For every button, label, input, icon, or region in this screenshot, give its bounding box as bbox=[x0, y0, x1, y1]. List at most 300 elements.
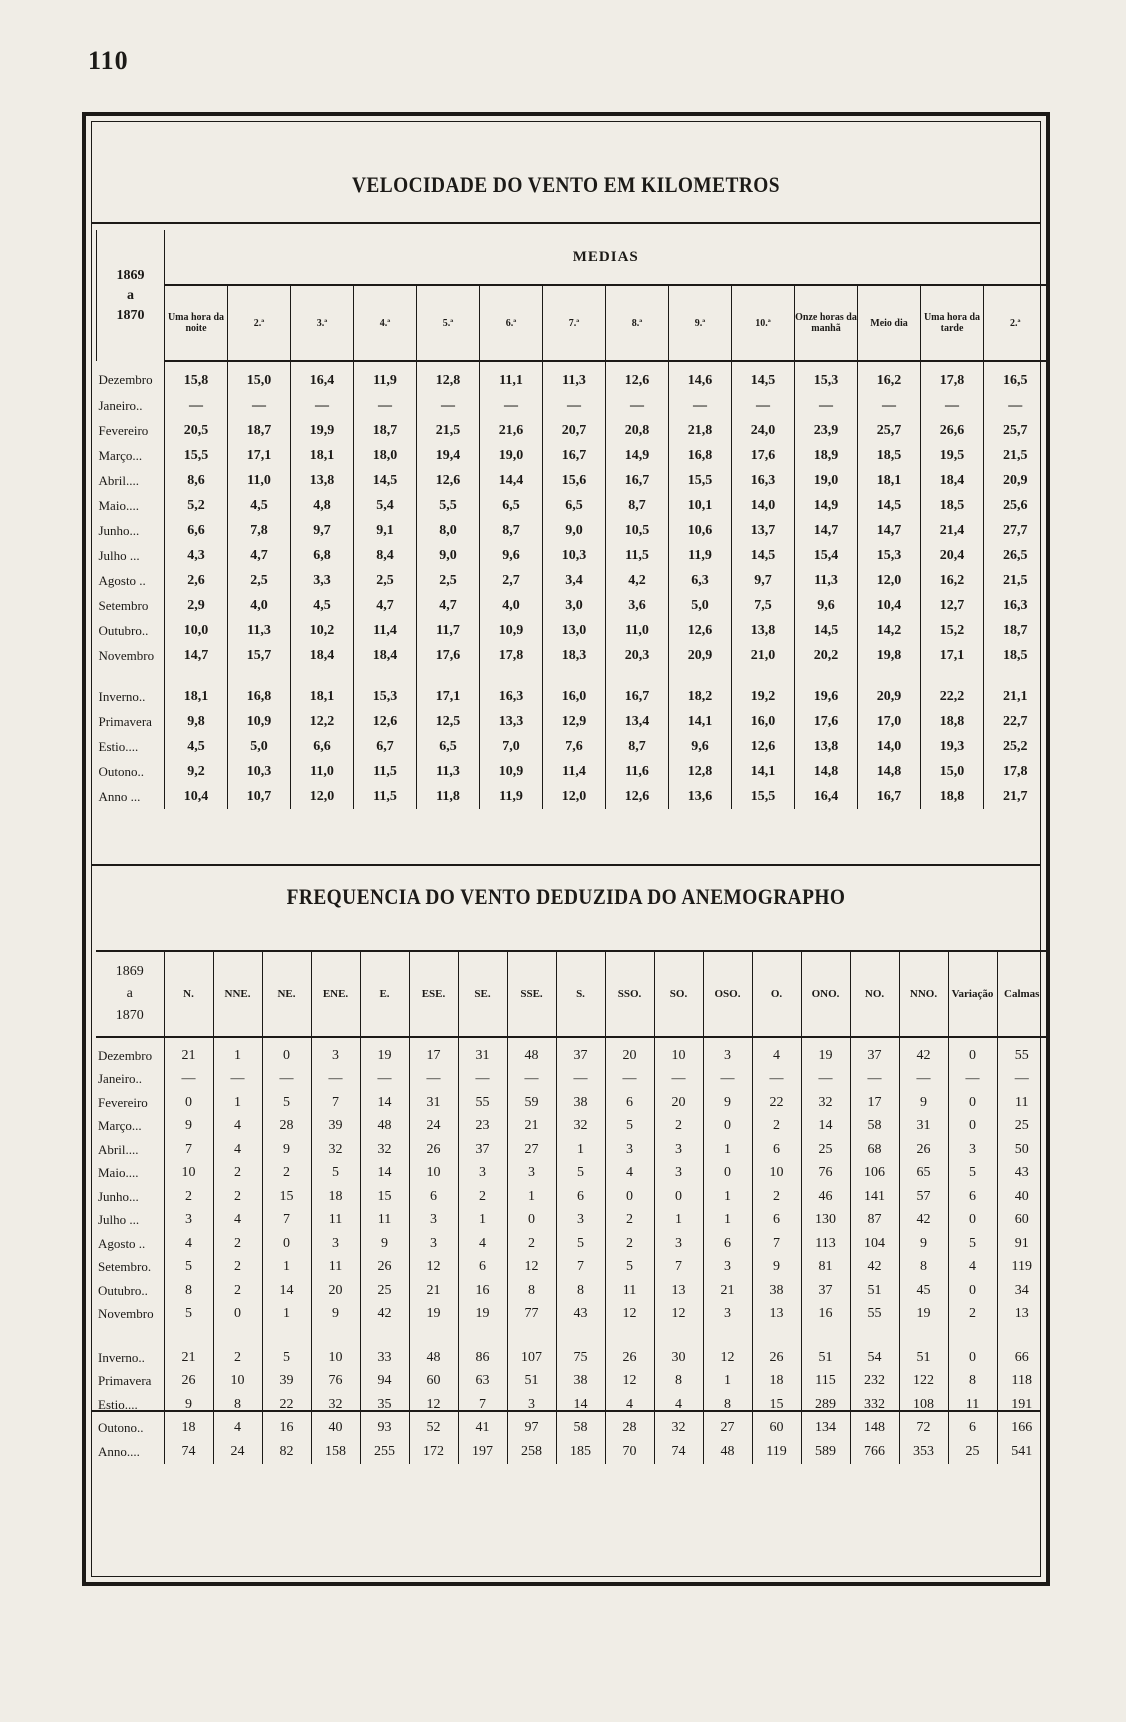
month-row bbox=[96, 1185, 1046, 1209]
value-cell: 12,6 bbox=[732, 734, 795, 759]
season-row bbox=[96, 1440, 1046, 1464]
value-cell: 14,1 bbox=[669, 709, 732, 734]
value-cell: 9,0 bbox=[543, 518, 606, 543]
value-cell: 12,5 bbox=[417, 709, 480, 734]
value-cell: 28 bbox=[262, 1115, 311, 1139]
value-cell: 20,3 bbox=[606, 643, 669, 668]
value-cell: 81 bbox=[801, 1256, 850, 1280]
gap-cell bbox=[360, 1326, 409, 1340]
value-cell: 27,7 bbox=[984, 518, 1047, 543]
column-header: 5.ª bbox=[417, 285, 480, 361]
value-cell: 15,6 bbox=[543, 468, 606, 493]
row-label: Janeiro.. bbox=[98, 397, 143, 413]
value-cell: 52 bbox=[409, 1417, 458, 1441]
value-cell: 8,6 bbox=[165, 468, 228, 493]
value-cell: 16,3 bbox=[984, 593, 1047, 618]
column-header: NE. bbox=[262, 951, 311, 1037]
value-cell: 17,1 bbox=[417, 678, 480, 709]
value-cell: 22 bbox=[752, 1091, 801, 1115]
value-cell: 15,7 bbox=[228, 643, 291, 668]
value-cell: 16,7 bbox=[543, 443, 606, 468]
column-header: ESE. bbox=[409, 951, 458, 1037]
column-header: SSO. bbox=[605, 951, 654, 1037]
row-label: Outubro.. bbox=[98, 1282, 148, 1298]
row-label: Novembro bbox=[98, 647, 155, 663]
value-cell: 16,3 bbox=[732, 468, 795, 493]
season-row bbox=[97, 784, 1047, 809]
value-cell: 4 bbox=[213, 1138, 262, 1162]
value-cell: 48 bbox=[409, 1340, 458, 1370]
value-cell: 10,3 bbox=[543, 543, 606, 568]
value-cell: 9 bbox=[164, 1393, 213, 1417]
value-cell: 14,2 bbox=[858, 618, 921, 643]
value-cell: 77 bbox=[507, 1303, 556, 1327]
value-cell: 12 bbox=[409, 1393, 458, 1417]
gap-cell bbox=[96, 1326, 164, 1340]
value-cell: 9,6 bbox=[669, 734, 732, 759]
value-cell: 13,0 bbox=[543, 618, 606, 643]
value-cell: 3 bbox=[605, 1138, 654, 1162]
row-gap bbox=[97, 668, 1047, 678]
value-cell: 14,5 bbox=[795, 618, 858, 643]
value-cell: 9 bbox=[262, 1138, 311, 1162]
value-cell: 332 bbox=[850, 1393, 899, 1417]
value-cell: 3 bbox=[703, 1037, 752, 1068]
value-cell: 31 bbox=[409, 1091, 458, 1115]
value-cell: 16 bbox=[262, 1417, 311, 1441]
gap-cell bbox=[752, 1326, 801, 1340]
value-cell: 8,4 bbox=[354, 543, 417, 568]
month-row bbox=[97, 361, 1047, 393]
gap-cell bbox=[606, 668, 669, 678]
value-cell: 26,5 bbox=[984, 543, 1047, 568]
value-cell: 70 bbox=[605, 1440, 654, 1464]
value-cell: 7 bbox=[458, 1393, 507, 1417]
row-label: Setembro. bbox=[98, 1259, 152, 1275]
value-cell: 6,7 bbox=[354, 734, 417, 759]
value-cell: 82 bbox=[262, 1440, 311, 1464]
value-cell: 15,3 bbox=[858, 543, 921, 568]
value-cell: 2 bbox=[164, 1185, 213, 1209]
row-label: Maio.... bbox=[98, 1165, 139, 1181]
value-cell: 9,7 bbox=[732, 568, 795, 593]
value-cell: 10 bbox=[311, 1340, 360, 1370]
value-cell: 18,2 bbox=[669, 678, 732, 709]
value-cell: 11,9 bbox=[480, 784, 543, 809]
value-cell: 11,5 bbox=[354, 784, 417, 809]
gap-cell bbox=[795, 668, 858, 678]
value-cell: 16,5 bbox=[984, 361, 1047, 393]
value-cell: 9 bbox=[899, 1091, 948, 1115]
value-cell: 20,4 bbox=[921, 543, 984, 568]
value-cell: 11,3 bbox=[228, 618, 291, 643]
value-cell: 4,5 bbox=[291, 593, 354, 618]
value-cell: 11 bbox=[605, 1279, 654, 1303]
row-label: Setembro bbox=[98, 597, 149, 613]
gap-cell bbox=[543, 668, 606, 678]
gap-cell bbox=[417, 668, 480, 678]
value-cell: 97 bbox=[507, 1417, 556, 1441]
value-cell: 6 bbox=[556, 1185, 605, 1209]
velocity-header-row bbox=[97, 230, 1047, 285]
value-cell: 11,0 bbox=[606, 618, 669, 643]
value-cell: 5 bbox=[164, 1256, 213, 1280]
value-cell: 25,7 bbox=[984, 418, 1047, 443]
page-frame-inner bbox=[91, 121, 1041, 1577]
value-cell: 18,7 bbox=[228, 418, 291, 443]
frequency-header-row bbox=[96, 951, 1046, 1037]
value-cell: 37 bbox=[458, 1138, 507, 1162]
value-cell: 113 bbox=[801, 1232, 850, 1256]
value-cell: 15,2 bbox=[921, 618, 984, 643]
row-label: Abril.... bbox=[98, 472, 139, 488]
value-cell: 14,6 bbox=[669, 361, 732, 393]
value-cell: 19,6 bbox=[795, 678, 858, 709]
month-row bbox=[96, 1091, 1046, 1115]
value-cell: 13 bbox=[654, 1279, 703, 1303]
month-row bbox=[96, 1068, 1046, 1092]
value-cell: 20,9 bbox=[669, 643, 732, 668]
row-label: Novembro bbox=[98, 1306, 154, 1322]
value-cell: 11,8 bbox=[417, 784, 480, 809]
value-cell: 589 bbox=[801, 1440, 850, 1464]
value-cell: 13,6 bbox=[669, 784, 732, 809]
value-cell: 11,6 bbox=[606, 759, 669, 784]
value-cell: 19 bbox=[409, 1303, 458, 1327]
value-cell: 0 bbox=[605, 1185, 654, 1209]
section-rule bbox=[92, 864, 1040, 866]
value-cell: 9,8 bbox=[165, 709, 228, 734]
value-cell: 12,6 bbox=[606, 784, 669, 809]
value-cell: 4 bbox=[213, 1209, 262, 1233]
value-cell: 12,0 bbox=[543, 784, 606, 809]
value-cell: 38 bbox=[556, 1091, 605, 1115]
value-cell: 18,7 bbox=[984, 618, 1047, 643]
value-cell: 21,1 bbox=[984, 678, 1047, 709]
row-label: Inverno.. bbox=[98, 1349, 145, 1365]
gap-cell bbox=[409, 1326, 458, 1340]
value-cell: 3 bbox=[311, 1037, 360, 1068]
value-cell: 5 bbox=[605, 1115, 654, 1139]
value-cell: 74 bbox=[654, 1440, 703, 1464]
value-cell: 19,4 bbox=[417, 443, 480, 468]
value-cell: 4,8 bbox=[291, 493, 354, 518]
season-row bbox=[97, 709, 1047, 734]
gap-cell bbox=[984, 668, 1047, 678]
value-cell: 5 bbox=[556, 1232, 605, 1256]
row-label: Abril.... bbox=[98, 1141, 139, 1157]
value-cell: 13 bbox=[997, 1303, 1046, 1327]
value-cell: 14,7 bbox=[165, 643, 228, 668]
value-cell: 16,8 bbox=[228, 678, 291, 709]
value-cell: 27 bbox=[507, 1138, 556, 1162]
value-cell: 3 bbox=[556, 1209, 605, 1233]
value-cell: 5 bbox=[262, 1091, 311, 1115]
value-cell: 10,0 bbox=[165, 618, 228, 643]
value-cell: — bbox=[311, 1068, 360, 1092]
value-cell: — bbox=[409, 1068, 458, 1092]
value-cell: 5 bbox=[948, 1162, 997, 1186]
value-cell: 40 bbox=[311, 1417, 360, 1441]
value-cell: 4,2 bbox=[606, 568, 669, 593]
value-cell: 7,5 bbox=[732, 593, 795, 618]
value-cell: 766 bbox=[850, 1440, 899, 1464]
value-cell: 19,5 bbox=[921, 443, 984, 468]
value-cell: — bbox=[291, 393, 354, 418]
value-cell: 118 bbox=[997, 1370, 1046, 1394]
value-cell: 5 bbox=[262, 1340, 311, 1370]
value-cell: 11,5 bbox=[354, 759, 417, 784]
value-cell: 26 bbox=[605, 1340, 654, 1370]
month-row bbox=[97, 518, 1047, 543]
value-cell: 5,2 bbox=[165, 493, 228, 518]
season-row bbox=[96, 1417, 1046, 1441]
gap-cell bbox=[850, 1326, 899, 1340]
value-cell: 15,3 bbox=[354, 678, 417, 709]
value-cell: 25 bbox=[997, 1115, 1046, 1139]
value-cell: 65 bbox=[899, 1162, 948, 1186]
value-cell: 68 bbox=[850, 1138, 899, 1162]
value-cell: 0 bbox=[262, 1037, 311, 1068]
value-cell: 18,5 bbox=[921, 493, 984, 518]
value-cell: 15,0 bbox=[921, 759, 984, 784]
value-cell: 51 bbox=[850, 1279, 899, 1303]
value-cell: 1 bbox=[703, 1185, 752, 1209]
value-cell: 5 bbox=[164, 1303, 213, 1327]
value-cell: 76 bbox=[801, 1162, 850, 1186]
value-cell: 12,0 bbox=[291, 784, 354, 809]
value-cell: 16,2 bbox=[921, 568, 984, 593]
value-cell: 11 bbox=[948, 1393, 997, 1417]
value-cell: 19,2 bbox=[732, 678, 795, 709]
value-cell: 0 bbox=[507, 1209, 556, 1233]
value-cell: 2 bbox=[213, 1256, 262, 1280]
value-cell: 16,4 bbox=[795, 784, 858, 809]
value-cell: 40 bbox=[997, 1185, 1046, 1209]
value-cell: 18 bbox=[164, 1417, 213, 1441]
value-cell: 6,8 bbox=[291, 543, 354, 568]
value-cell: 51 bbox=[507, 1370, 556, 1394]
value-cell: 2,9 bbox=[165, 593, 228, 618]
page-number: 110 bbox=[88, 46, 129, 75]
value-cell: 38 bbox=[752, 1279, 801, 1303]
value-cell: 25 bbox=[360, 1279, 409, 1303]
value-cell: 18,9 bbox=[795, 443, 858, 468]
value-cell: 3,4 bbox=[543, 568, 606, 593]
value-cell: 27 bbox=[703, 1417, 752, 1441]
value-cell: 10,6 bbox=[669, 518, 732, 543]
value-cell: 20 bbox=[654, 1091, 703, 1115]
column-header: OSO. bbox=[703, 951, 752, 1037]
value-cell: 10,5 bbox=[606, 518, 669, 543]
value-cell: 14,1 bbox=[732, 759, 795, 784]
value-cell: 48 bbox=[507, 1037, 556, 1068]
value-cell: 33 bbox=[360, 1340, 409, 1370]
value-cell: 26 bbox=[360, 1256, 409, 1280]
value-cell: 7 bbox=[654, 1256, 703, 1280]
row-label: Junho... bbox=[98, 1188, 139, 1204]
value-cell: 51 bbox=[801, 1340, 850, 1370]
value-cell: 2 bbox=[948, 1303, 997, 1327]
value-cell: 10 bbox=[164, 1162, 213, 1186]
value-cell: 18,7 bbox=[354, 418, 417, 443]
value-cell: 12,2 bbox=[291, 709, 354, 734]
value-cell: 32 bbox=[556, 1115, 605, 1139]
value-cell: 4,7 bbox=[228, 543, 291, 568]
value-cell: 14,9 bbox=[795, 493, 858, 518]
value-cell: 5 bbox=[556, 1162, 605, 1186]
value-cell: 6 bbox=[752, 1138, 801, 1162]
value-cell: 5 bbox=[948, 1232, 997, 1256]
value-cell: 0 bbox=[948, 1209, 997, 1233]
value-cell: 0 bbox=[703, 1115, 752, 1139]
value-cell: 158 bbox=[311, 1440, 360, 1464]
value-cell: 5 bbox=[605, 1256, 654, 1280]
value-cell: 39 bbox=[311, 1115, 360, 1139]
column-header: Variação bbox=[948, 951, 997, 1037]
row-label: Outubro.. bbox=[98, 622, 149, 638]
value-cell: 13,8 bbox=[291, 468, 354, 493]
row-label: Agosto .. bbox=[98, 572, 146, 588]
column-header: ENE. bbox=[311, 951, 360, 1037]
value-cell: 21,8 bbox=[669, 418, 732, 443]
month-row bbox=[96, 1209, 1046, 1233]
value-cell: 5,4 bbox=[354, 493, 417, 518]
value-cell: 58 bbox=[850, 1115, 899, 1139]
year-text: 1869 bbox=[116, 267, 145, 283]
value-cell: 2 bbox=[213, 1185, 262, 1209]
value-cell: — bbox=[543, 393, 606, 418]
row-label: Dezembro bbox=[98, 372, 153, 387]
year-text: a bbox=[127, 287, 134, 303]
value-cell: 3,6 bbox=[606, 593, 669, 618]
value-cell: 4,0 bbox=[480, 593, 543, 618]
value-cell: 11,0 bbox=[228, 468, 291, 493]
value-cell: 14,9 bbox=[606, 443, 669, 468]
value-cell: 14,5 bbox=[354, 468, 417, 493]
value-cell: 3 bbox=[409, 1209, 458, 1233]
value-cell: 21 bbox=[507, 1115, 556, 1139]
value-cell: 45 bbox=[899, 1279, 948, 1303]
year-text: 1870 bbox=[115, 1008, 144, 1023]
value-cell: 9 bbox=[360, 1232, 409, 1256]
value-cell: 10,9 bbox=[228, 709, 291, 734]
value-cell: 3 bbox=[311, 1232, 360, 1256]
value-cell: 10,3 bbox=[228, 759, 291, 784]
value-cell: 6,3 bbox=[669, 568, 732, 593]
value-cell: 1 bbox=[703, 1370, 752, 1394]
row-label: Estio.... bbox=[98, 738, 139, 754]
value-cell: 16 bbox=[801, 1303, 850, 1327]
gap-cell bbox=[997, 1326, 1046, 1340]
value-cell: 3 bbox=[654, 1162, 703, 1186]
gap-cell bbox=[213, 1326, 262, 1340]
row-label: Março... bbox=[98, 447, 143, 463]
value-cell: 66 bbox=[997, 1340, 1046, 1370]
value-cell: 1 bbox=[262, 1256, 311, 1280]
column-header: 2.ª bbox=[228, 285, 291, 361]
value-cell: 8 bbox=[703, 1393, 752, 1417]
value-cell: 14,8 bbox=[858, 759, 921, 784]
value-cell: 8 bbox=[654, 1370, 703, 1394]
value-cell: 32 bbox=[654, 1417, 703, 1441]
value-cell: 13,3 bbox=[480, 709, 543, 734]
value-cell: 18 bbox=[311, 1185, 360, 1209]
value-cell: 17 bbox=[409, 1037, 458, 1068]
value-cell: 12 bbox=[703, 1340, 752, 1370]
value-cell: 3,0 bbox=[543, 593, 606, 618]
value-cell: 34 bbox=[997, 1279, 1046, 1303]
value-cell: 20,9 bbox=[984, 468, 1047, 493]
value-cell: 4,0 bbox=[228, 593, 291, 618]
value-cell: 21,5 bbox=[984, 443, 1047, 468]
value-cell: 12,6 bbox=[354, 709, 417, 734]
value-cell: 8 bbox=[948, 1370, 997, 1394]
value-cell: 8 bbox=[213, 1393, 262, 1417]
value-cell: 11 bbox=[311, 1209, 360, 1233]
column-header: SSE. bbox=[507, 951, 556, 1037]
value-cell: 21 bbox=[164, 1340, 213, 1370]
value-cell: 19 bbox=[899, 1303, 948, 1327]
row-label: Agosto .. bbox=[98, 1235, 146, 1251]
value-cell: 2,7 bbox=[480, 568, 543, 593]
value-cell: 26 bbox=[899, 1138, 948, 1162]
value-cell: 12,9 bbox=[543, 709, 606, 734]
value-cell: 11 bbox=[311, 1256, 360, 1280]
gap-cell bbox=[262, 1326, 311, 1340]
value-cell: 60 bbox=[409, 1370, 458, 1394]
value-cell: 17,6 bbox=[417, 643, 480, 668]
row-label: Fevereiro bbox=[98, 1094, 148, 1110]
value-cell: 28 bbox=[605, 1417, 654, 1441]
month-row bbox=[97, 443, 1047, 468]
value-cell: 172 bbox=[409, 1440, 458, 1464]
value-cell: 4,3 bbox=[165, 543, 228, 568]
value-cell: — bbox=[899, 1068, 948, 1092]
row-label: Primavera bbox=[98, 1373, 152, 1389]
velocity-column-header-row bbox=[97, 285, 1047, 361]
value-cell: 93 bbox=[360, 1417, 409, 1441]
gap-cell bbox=[669, 668, 732, 678]
value-cell: 119 bbox=[997, 1256, 1046, 1280]
value-cell: 5,0 bbox=[669, 593, 732, 618]
value-cell: 11 bbox=[997, 1091, 1046, 1115]
value-cell: 21,6 bbox=[480, 418, 543, 443]
value-cell: 24 bbox=[213, 1440, 262, 1464]
value-cell: 11,7 bbox=[417, 618, 480, 643]
value-cell: 8 bbox=[164, 1279, 213, 1303]
value-cell: 16 bbox=[458, 1279, 507, 1303]
value-cell: 197 bbox=[458, 1440, 507, 1464]
value-cell: 9 bbox=[899, 1232, 948, 1256]
value-cell: 7 bbox=[752, 1232, 801, 1256]
value-cell: 11,9 bbox=[669, 543, 732, 568]
value-cell: 0 bbox=[948, 1115, 997, 1139]
column-header: Onze horas da manhã bbox=[795, 285, 858, 361]
month-row bbox=[97, 393, 1047, 418]
value-cell: 6 bbox=[752, 1209, 801, 1233]
value-cell: 1 bbox=[703, 1138, 752, 1162]
gap-cell bbox=[311, 1326, 360, 1340]
value-cell: 18,5 bbox=[984, 643, 1047, 668]
value-cell: 18,1 bbox=[291, 678, 354, 709]
value-cell: 19,3 bbox=[921, 734, 984, 759]
value-cell: 42 bbox=[360, 1303, 409, 1327]
gap-cell bbox=[654, 1326, 703, 1340]
value-cell: 11,5 bbox=[606, 543, 669, 568]
column-header: O. bbox=[752, 951, 801, 1037]
column-header: 9.ª bbox=[669, 285, 732, 361]
